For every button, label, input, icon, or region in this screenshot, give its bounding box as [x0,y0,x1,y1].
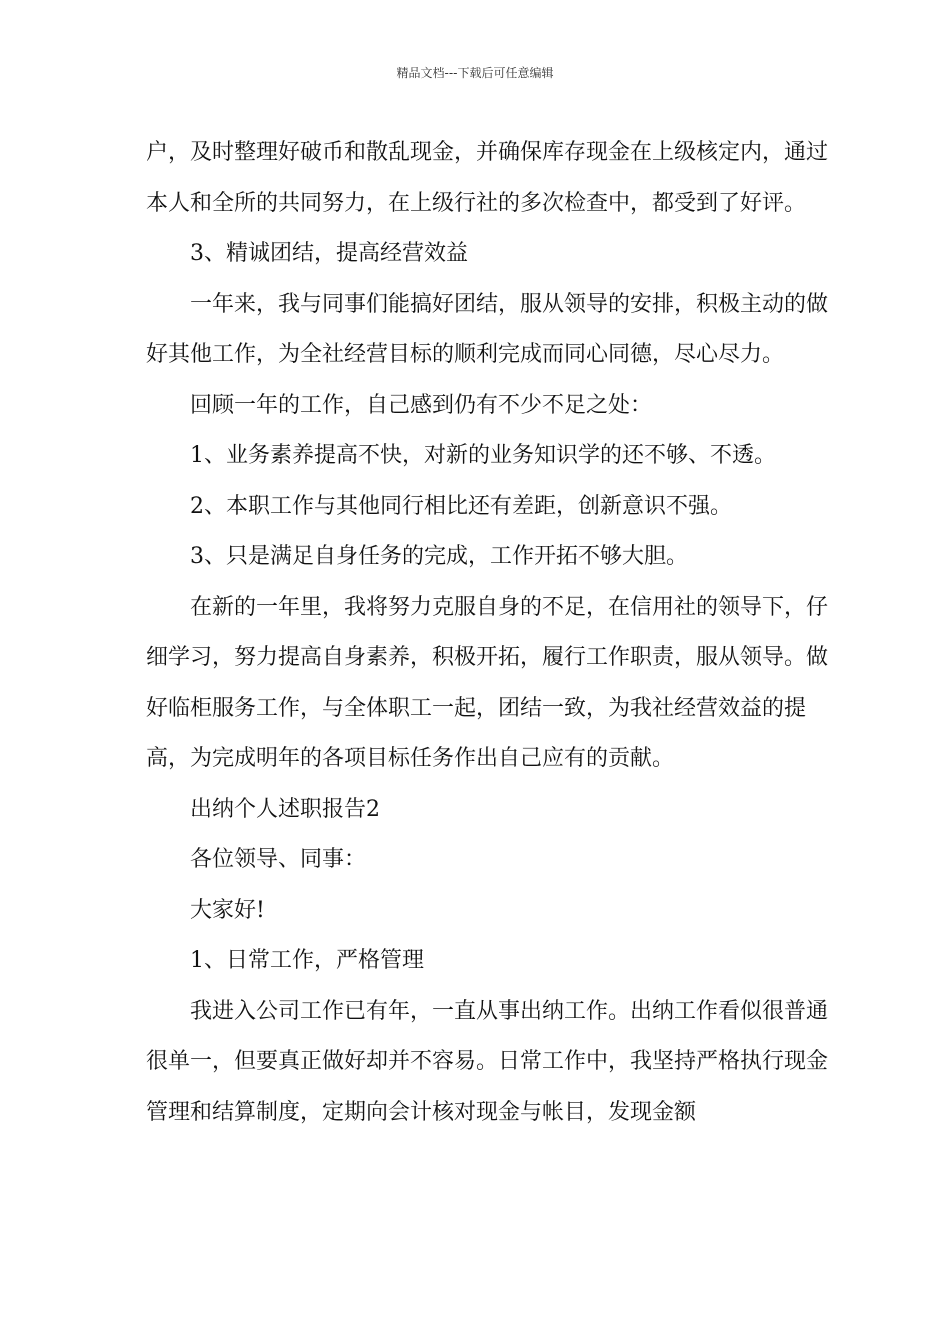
page-header: 精品文档---下载后可任意编辑 [396,66,554,80]
paragraph-cashier-work: 我进入公司工作已有年，一直从事出纳工作。出纳工作看似很普通很单一，但要真正做好却并不容易。日常工作中，我坚持严格执行现金管理和结算制度，定期向会计核对现金与帐目，发现金额 [146,998,829,1125]
list-item-shortcoming-2: 2、本职工作与其他同行相比还有差距，创新意识不强。 [190,493,732,519]
section-title-report-2: 出纳个人述职报告2 [190,796,380,822]
list-item-shortcoming-1: 1、业务素养提高不快，对新的业务知识学的还不够、不透。 [190,443,776,468]
heading-unity-efficiency: 3、精诚团结，提高经营效益 [190,241,468,266]
salutation: 各位领导、同事： [190,847,367,872]
paragraph-new-year-plan: 在新的一年里，我将努力克服自身的不足，在信用社的领导下，仔细学习，努力提高自身素养，积极开拓，履行工作职责，服从领导。做好临柜服务工作，与全体职工一起，团结一致，为我社经营效益的提高，为完成明年的各项目标任务作出自己应有的贡献。 [146,594,829,771]
list-item-shortcoming-3: 3、只是满足自身任务的完成，工作开拓不够大胆。 [190,544,688,569]
document-body [146,128,836,1138]
paragraph-year-review-teamwork: 一年来，我与同事们能搞好团结，服从领导的安排，积极主动的做好其他工作，为全社经营目标的顺利完成而同心同德，尽心尽力。 [146,291,829,367]
paragraph-shortcomings-intro: 回顾一年的工作，自己感到仍有不少不足之处： [190,392,653,418]
heading-daily-work: 1、日常工作，严格管理 [190,948,424,973]
greeting: 大家好! [190,897,265,923]
paragraph-cash-management-continued: 户，及时整理好破币和散乱现金，并确保库存现金在上级核定内，通过本人和全所的共同努力，在上级行社的多次检查中，都受到了好评。 [146,140,829,216]
